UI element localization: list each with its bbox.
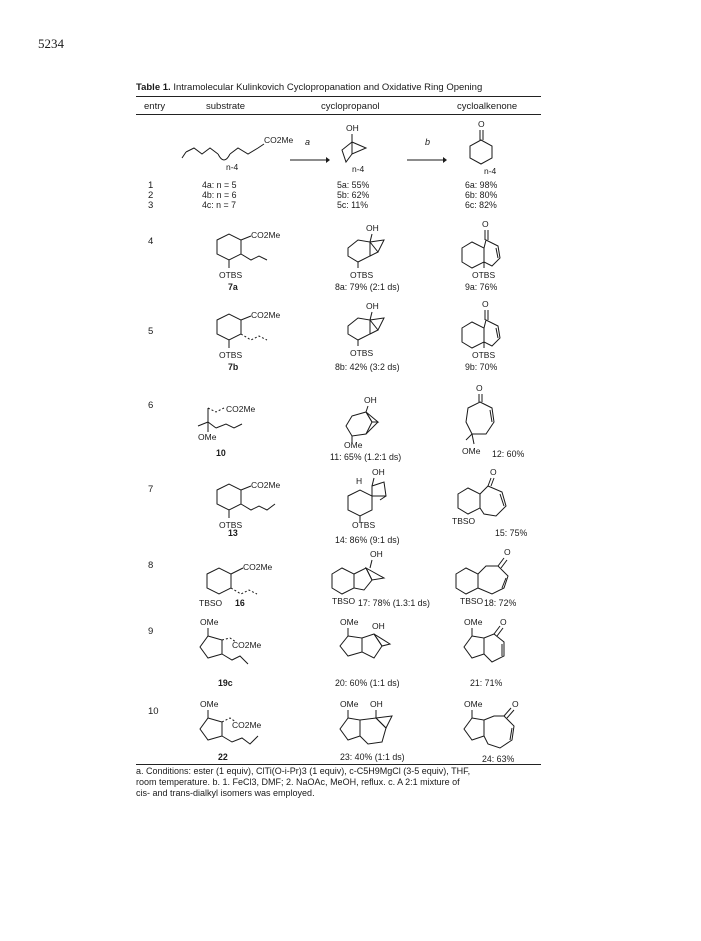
9b-otbs-label: OTBS xyxy=(472,350,496,360)
table-footnote xyxy=(136,766,541,799)
structure-9a xyxy=(452,218,522,285)
24-ome-label: OMe xyxy=(464,699,483,709)
19-ome-label: OMe xyxy=(200,617,219,627)
entry-9: 9 xyxy=(148,626,154,637)
10-ome-label: OMe xyxy=(198,432,217,442)
8a-oh-label: OH xyxy=(366,223,379,233)
11-ome-label: OMe xyxy=(344,440,363,450)
cycloalkenone-n-label: n-4 xyxy=(484,166,497,176)
substrate-10-label: 10 xyxy=(216,448,226,458)
substrate-19-label: 19c xyxy=(218,678,233,688)
cycloalkenone-12-label: 12: 60% xyxy=(492,449,525,459)
structure-4 xyxy=(178,128,294,183)
10-co2me-label: CO2Me xyxy=(226,404,256,414)
structure-13 xyxy=(197,476,281,537)
substrate-16-label: 16 xyxy=(235,598,245,608)
structure-23 xyxy=(338,698,408,759)
substrate-4a-label: 4a: n = 5 xyxy=(202,180,237,190)
7a-co2me-label: CO2Me xyxy=(251,230,281,240)
table-caption-text: Intramolecular Kulinkovich Cyclopropanation and Oxidative Ring Opening xyxy=(173,82,483,93)
structure-22 xyxy=(196,698,286,763)
arrow-b-label: b xyxy=(425,137,431,147)
entry-1: 1 xyxy=(148,180,154,191)
17-oh-label: OH xyxy=(370,549,383,559)
22-ome-label: OMe xyxy=(200,699,219,709)
header-substrate: substrate xyxy=(206,101,246,112)
cyclopropanol-11-label: 11: 65% (1.2:1 ds) xyxy=(330,452,402,462)
cyclopropanol-14-label: 14: 86% (9:1 ds) xyxy=(335,535,400,545)
structure-11 xyxy=(342,394,402,455)
structure-20 xyxy=(338,616,408,677)
19-co2me-label: CO2Me xyxy=(232,640,262,650)
substrate-13-label: 13 xyxy=(228,528,238,538)
structure-15 xyxy=(450,466,520,533)
22-co2me-label: CO2Me xyxy=(232,720,262,730)
substrate-22-label: 22 xyxy=(218,752,228,762)
7b-otbs-label: OTBS xyxy=(219,350,243,360)
structure-9b xyxy=(452,298,522,365)
entry-2: 2 xyxy=(148,190,154,201)
cycloalkenone-9a-label: 9a: 76% xyxy=(465,282,498,292)
cyclopropanol-n-label: n-4 xyxy=(352,164,365,174)
cycloalkenone-6b-label: 6b: 80% xyxy=(465,190,498,200)
entry-6: 6 xyxy=(148,400,154,411)
11-oh-label: OH xyxy=(364,395,377,405)
21-o-label: O xyxy=(500,617,507,627)
entry-3: 3 xyxy=(148,200,154,211)
14-h-label: H xyxy=(356,476,363,486)
cycloalkenone-18-label: 18: 72% xyxy=(484,598,517,608)
cyclopropanol-8b-label: 8b: 42% (3:2 ds) xyxy=(335,362,400,372)
header-cycloalkenone: cycloalkenone xyxy=(457,101,518,112)
cycloalkenone-o-label: O xyxy=(478,119,485,129)
table-top-rule xyxy=(136,96,541,97)
8b-otbs-label: OTBS xyxy=(350,348,374,358)
9a-otbs-label: OTBS xyxy=(472,270,496,280)
18-o-label: O xyxy=(504,547,511,557)
7b-co2me-label: CO2Me xyxy=(251,310,281,320)
structure-6 xyxy=(466,118,516,183)
structure-8b xyxy=(340,300,410,363)
20-oh-label: OH xyxy=(372,621,385,631)
13-otbs-label: OTBS xyxy=(219,520,243,530)
cycloalkenone-6a-label: 6a: 98% xyxy=(465,180,498,190)
24-o-label: O xyxy=(512,699,519,709)
structure-14 xyxy=(340,466,410,535)
arrow-a-label: a xyxy=(305,137,311,147)
page-number: 5234 xyxy=(38,36,64,51)
structure-10 xyxy=(186,398,276,459)
15-o-label: O xyxy=(490,467,497,477)
structure-8a xyxy=(340,222,410,285)
12-ome-label: OMe xyxy=(462,446,481,456)
cyclopropanol-23-label: 23: 40% (1:1 ds) xyxy=(340,752,405,762)
cyclopropanol-oh-label: OH xyxy=(346,123,359,133)
12-o-label: O xyxy=(476,383,483,393)
20-ome-label: OMe xyxy=(340,617,359,627)
header-entry: entry xyxy=(144,101,166,112)
cyclopropanol-5c-label: 5c: 11% xyxy=(337,200,369,210)
8a-otbs-label: OTBS xyxy=(350,270,374,280)
structure-7a xyxy=(197,228,281,289)
table-header-rule xyxy=(136,114,541,115)
14-otbs-label: OTBS xyxy=(352,520,376,530)
entry-4: 4 xyxy=(148,236,154,247)
cyclopropanol-8a-label: 8a: 79% (2:1 ds) xyxy=(335,282,400,292)
substrate-co2me-label: CO2Me xyxy=(264,135,294,145)
structure-5 xyxy=(338,122,388,187)
substrate-4b-label: 4b: n = 6 xyxy=(202,190,237,200)
cycloalkenone-21-label: 21: 71% xyxy=(470,678,503,688)
15-tbso-label: TBSO xyxy=(452,516,476,526)
arrow-a xyxy=(290,150,330,168)
23-oh-label: OH xyxy=(370,699,383,709)
21-ome-label: OMe xyxy=(464,617,483,627)
cycloalkenone-24-label: 24: 63% xyxy=(482,754,515,764)
cyclopropanol-5a-label: 5a: 55% xyxy=(337,180,370,190)
8b-oh-label: OH xyxy=(366,301,379,311)
table-caption xyxy=(136,82,482,93)
cycloalkenone-9b-label: 9b: 70% xyxy=(465,362,498,372)
structure-7b xyxy=(197,306,281,367)
footnote-line-1: a. Conditions: ester (1 equiv), ClTi(O-i-Pr)3 (1 equiv), c-C5H9MgCl (3-5 equiv), THF, xyxy=(136,766,471,776)
substrate-4c-label: 4c: n = 7 xyxy=(202,200,236,210)
13-co2me-label: CO2Me xyxy=(251,480,281,490)
entry-7: 7 xyxy=(148,484,154,495)
23-ome-label: OMe xyxy=(340,699,359,709)
cycloalkenone-15-label: 15: 75% xyxy=(495,528,528,538)
entry-8: 8 xyxy=(148,560,154,571)
9a-o-label: O xyxy=(482,219,489,229)
footnote-line-3: cis- and trans-dialkyl isomers was employed. xyxy=(136,788,315,798)
cyclopropanol-20-label: 20: 60% (1:1 ds) xyxy=(335,678,400,688)
table-caption-label: Table 1. xyxy=(136,82,171,93)
18-tbso-label: TBSO xyxy=(460,596,484,606)
substrate-n-label: n-4 xyxy=(226,162,239,172)
9b-o-label: O xyxy=(482,299,489,309)
substrate-7a-label: 7a xyxy=(228,282,238,292)
cyclopropanol-17-label: 17: 78% (1.3:1 ds) xyxy=(358,598,430,608)
table-bottom-rule xyxy=(136,764,541,765)
16-co2me-label: CO2Me xyxy=(243,562,273,572)
footnote-line-2: room temperature. b. 1. FeCl3, DMF; 2. NaOAc, MeOH, reflux. c. A 2:1 mixture of xyxy=(136,777,460,787)
structure-21 xyxy=(462,616,532,677)
entry-10: 10 xyxy=(148,706,159,717)
arrow-b xyxy=(407,150,447,168)
structure-19 xyxy=(196,616,286,681)
16-tbso-label: TBSO xyxy=(199,598,223,608)
7a-otbs-label: OTBS xyxy=(219,270,243,280)
header-cyclopropanol: cyclopropanol xyxy=(321,101,380,112)
14-oh-label: OH xyxy=(372,467,385,477)
17-tbso-label: TBSO xyxy=(332,596,356,606)
cyclopropanol-5b-label: 5b: 62% xyxy=(337,190,370,200)
substrate-7b-label: 7b xyxy=(228,362,239,372)
entry-5: 5 xyxy=(148,326,154,337)
cycloalkenone-6c-label: 6c: 82% xyxy=(465,200,497,210)
